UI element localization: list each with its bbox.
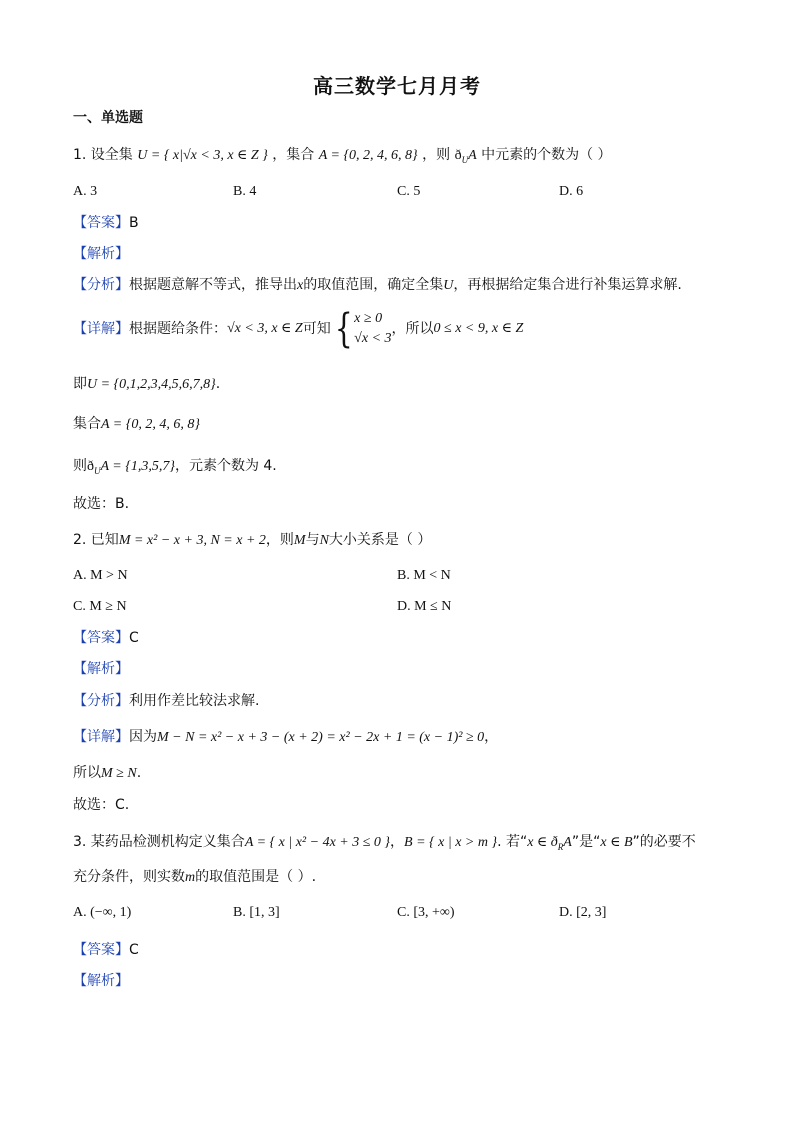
q1-fenxi-post: ，再根据给定集合进行补集运算求解. xyxy=(453,277,682,293)
q1-xiangjie-cond: √x < 3, x ∈ Z xyxy=(227,321,303,336)
q3-stem-pre: 3. 某药品检测机构定义集合 xyxy=(73,834,245,850)
q2-option-b: B. M < N xyxy=(397,568,451,583)
q2-stem-pre: 2. 已知 xyxy=(73,532,119,548)
q3-stem-mid: ， xyxy=(390,834,405,850)
q1-conclusion: 故选：B. xyxy=(73,496,130,512)
q3-stem-m: m xyxy=(185,870,196,885)
q3-cond2: x ∈ B xyxy=(600,835,633,850)
q2-stem-n: N xyxy=(319,533,329,548)
q1-xiangjie-mid: 可知 xyxy=(302,321,331,337)
q3-stem-post1: . 若“ xyxy=(497,834,528,850)
q1-stem-mid: ，集合 xyxy=(272,147,315,163)
q1-xiangjie-result: 0 ≤ x < 9, x ∈ Z xyxy=(433,321,524,336)
jiexi-label: 【解析】 xyxy=(73,973,129,989)
q1-line-u-post: . xyxy=(215,376,221,392)
q3-option-d: D. [2, 3] xyxy=(559,905,607,920)
q1-line-a-pre: 集合 xyxy=(73,416,101,432)
q1-option-d: D. 6 xyxy=(559,184,584,199)
q1-fenxi-u: U xyxy=(443,278,454,293)
q1-option-b: B. 4 xyxy=(233,184,257,199)
xiangjie-label: 【详解】 xyxy=(73,321,129,337)
q1-stem-post1: ，则 xyxy=(422,147,451,163)
q1-xiangjie-pre: 根据题给条件： xyxy=(129,321,227,337)
q2-option-c: C. M ≥ N xyxy=(73,599,127,614)
q1-complement-symbol: ð xyxy=(454,148,462,163)
q3-stem-line2-post: 的取值范围是（ ）. xyxy=(195,869,317,885)
q1-fenxi-mid: 的取值范围，确定全集 xyxy=(303,277,444,293)
q1-line-a xyxy=(73,414,200,435)
q1-line-c-set: A = {1,3,5,7} xyxy=(100,459,175,474)
xiangjie-label: 【详解】 xyxy=(73,729,129,745)
q1-stem-pre: 1. 设全集 xyxy=(73,147,133,163)
q2-stem-with: 与 xyxy=(305,532,320,548)
q2-option-a: A. M > N xyxy=(73,568,128,583)
q1-line-complement: 则$ð_UA = \{1,3,5,7\}$，元素个数为 4. xyxy=(73,458,277,476)
q1-set-a: A = {0, 2, 4, 6, 8} xyxy=(318,148,418,163)
q3-option-b: B. [1, 3] xyxy=(233,905,280,920)
q3-set-b: B = { x | x > m } xyxy=(404,835,498,850)
jiexi-label: 【解析】 xyxy=(73,661,129,677)
q1-jiexi xyxy=(73,244,129,264)
q1-xiangjie-post: ，所以 xyxy=(391,321,434,337)
q1-system-line2: √x < 3 xyxy=(354,331,392,346)
q2-so xyxy=(73,763,141,784)
q2-option-d: D. M ≤ N xyxy=(397,599,452,614)
q2-stem-expr: M = x² − x + 3, N = x + 2 xyxy=(118,533,266,548)
brace-icon: { xyxy=(334,306,353,352)
q2-stem xyxy=(73,530,431,551)
section-heading: 一、单选题 xyxy=(73,110,143,126)
q3-cond1-a: A xyxy=(563,835,572,850)
q2-so-pre: 所以 xyxy=(73,765,101,781)
q3-cond1: x ∈ ð xyxy=(527,835,558,850)
jiexi-label: 【解析】 xyxy=(73,246,129,262)
q1-fenxi-pre: 根据题意解不等式，推导出 xyxy=(129,277,297,293)
q2-stem-post: 大小关系是（ ） xyxy=(328,532,432,548)
q3-option-c: C. [3, +∞) xyxy=(397,905,455,920)
q2-fenxi-text: 利用作差比较法求解. xyxy=(129,693,260,709)
q1-line-u xyxy=(73,374,220,395)
q1-stem: 1. 设全集 U = { x|√x < 3, x ∈ Z } ，集合 A = {0, 2, 4, 6, 8} ，则 $ð_UA$ 中元素的个数为（ ） xyxy=(73,147,612,165)
q1-line-c-symbol: ð xyxy=(87,459,94,474)
q2-so-expr: M ≥ N xyxy=(101,766,137,781)
q3-stem-line1: 3. 某药品检测机构定义集合A = { x | x² − 4x + 3 ≤ 0 }，B = { x | x > m }. 若“x ∈ $ð_RA$”是“x ∈ B”的必要不 xyxy=(73,834,696,852)
answer-label: 【答案】 xyxy=(73,215,129,231)
q2-answer-value: C xyxy=(129,630,139,646)
q1-option-a: A. 3 xyxy=(73,184,98,199)
q2-fenxi xyxy=(73,691,259,711)
q2-jiexi xyxy=(73,659,129,679)
q1-fenxi xyxy=(73,275,682,296)
q2-xiangjie-post: ， xyxy=(484,729,499,745)
q2-xiangjie-pre: 因为 xyxy=(129,729,157,745)
q2-conclusion: 故选：C. xyxy=(73,797,130,813)
answer-label: 【答案】 xyxy=(73,630,129,646)
q2-stem-mid: ，则 xyxy=(265,532,294,548)
answer-label: 【答案】 xyxy=(73,942,129,958)
q1-line-a-set: A = {0, 2, 4, 6, 8} xyxy=(101,417,200,432)
q1-xiangjie xyxy=(73,306,524,352)
q1-answer xyxy=(73,213,139,233)
q1-line-u-set: U = {0,1,2,3,4,5,6,7,8} xyxy=(87,377,216,392)
q2-answer xyxy=(73,628,139,648)
q3-jiexi xyxy=(73,971,129,991)
q2-stem-m: M xyxy=(293,533,306,548)
q3-stem-line2 xyxy=(73,867,316,888)
q2-so-post: . xyxy=(136,765,142,781)
q3-stem-post3: ”的必要不 xyxy=(632,834,696,850)
q1-set-u: U = { x|√x < 3, x ∈ Z } xyxy=(137,148,268,163)
q3-answer-value: C xyxy=(129,942,139,958)
page-title: 高三数学七月月考 xyxy=(313,74,481,98)
q3-answer xyxy=(73,940,139,960)
q1-system-line1: x ≥ 0 xyxy=(354,311,383,326)
q3-stem-line2-pre: 充分条件，则实数 xyxy=(73,869,185,885)
q1-fenxi-x: x xyxy=(297,278,304,293)
fenxi-label: 【分析】 xyxy=(73,693,129,709)
q2-xiangjie-expr: M − N = x² − x + 3 − (x + 2) = x² − 2x + 1 = (x − 1)² ≥ 0 xyxy=(157,730,485,745)
fenxi-label: 【分析】 xyxy=(73,277,129,293)
q1-complement-a: A xyxy=(468,148,477,163)
q1-line-u-pre: 即 xyxy=(73,376,87,392)
q1-line-c-post: ，元素个数为 4. xyxy=(174,458,277,474)
q1-answer-value: B xyxy=(129,215,139,231)
q1-stem-post2: 中元素的个数为（ ） xyxy=(481,147,612,163)
q1-option-c: C. 5 xyxy=(397,184,421,199)
q2-xiangjie xyxy=(73,727,498,748)
q1-system xyxy=(354,309,391,349)
q3-set-a: A = { x | x² − 4x + 3 ≤ 0 } xyxy=(244,835,391,850)
q3-stem-post2: ”是“ xyxy=(571,834,601,850)
q1-line-c-pre: 则 xyxy=(73,458,87,474)
q3-option-a: A. (−∞, 1) xyxy=(73,905,132,920)
